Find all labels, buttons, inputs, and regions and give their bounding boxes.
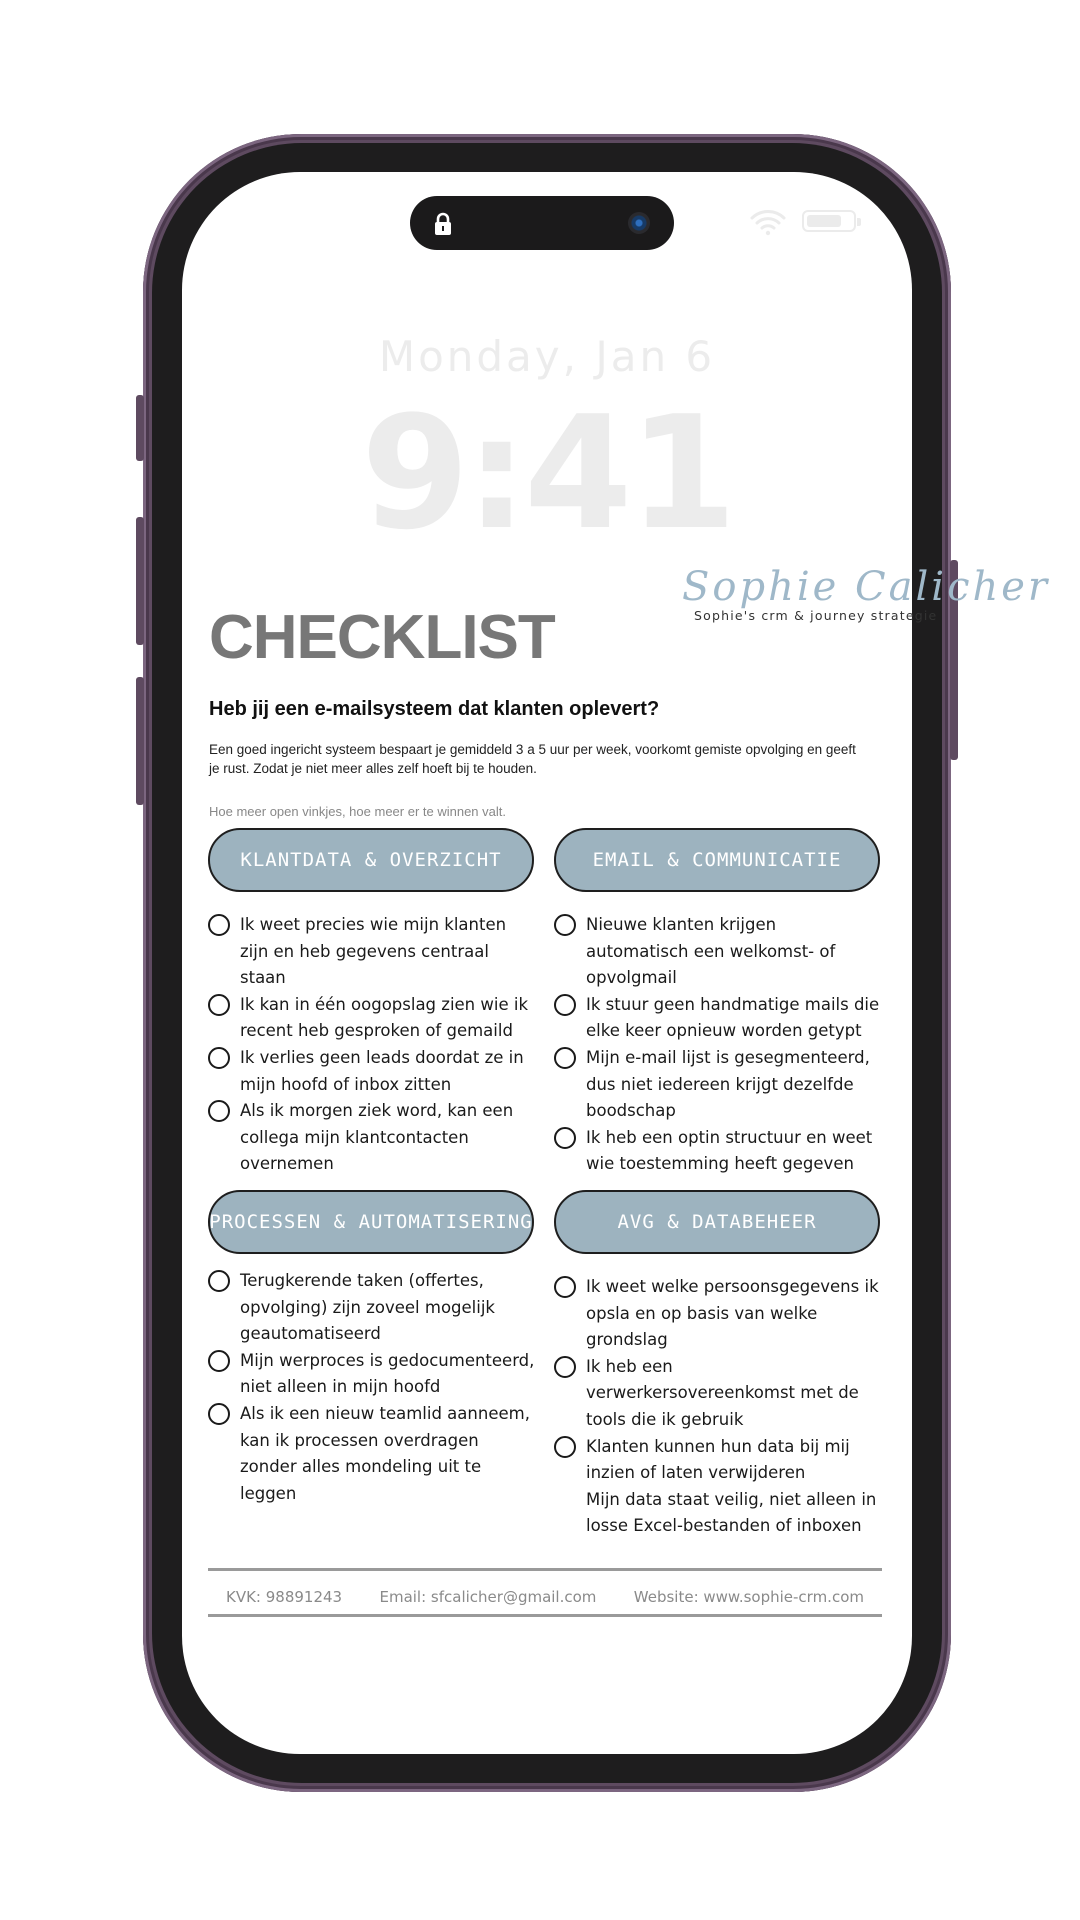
volume-up-button [136, 517, 144, 645]
checklist-item[interactable]: Ik kan in één oogopslag zien wie ik recent heb gesproken of gemaild [208, 992, 536, 1045]
brand-logo [682, 564, 1051, 628]
brand-tagline: Sophie's crm & journey strategie [694, 608, 938, 623]
checklist-item[interactable]: Nieuwe klanten krijgen automatisch een welkomst- of opvolgmail [554, 912, 882, 992]
checkbox-icon[interactable] [208, 914, 230, 936]
checklist-item[interactable]: Ik heb een verwerkersovereenkomst met de tools die ik gebruik [554, 1354, 882, 1434]
silent-switch [136, 395, 144, 461]
checkbox-icon[interactable] [554, 1436, 576, 1458]
checkbox-icon[interactable] [208, 1350, 230, 1372]
section-email [554, 828, 882, 1178]
checkbox-icon[interactable] [208, 994, 230, 1016]
checklist-item[interactable]: Terugkerende taken (offertes, opvolging) zijn zoveel mogelijk geautomatiseerd [208, 1268, 536, 1348]
footer-kvk: KVK: 98891243 [226, 1588, 343, 1606]
section-klantdata [208, 828, 536, 1178]
checkbox-icon[interactable] [208, 1403, 230, 1425]
checkbox-icon[interactable] [554, 1276, 576, 1298]
footer-website[interactable]: Website: www.sophie-crm.com [633, 1588, 864, 1606]
checklist-item[interactable]: Klanten kunnen hun data bij mij inzien of laten verwijderen [554, 1434, 882, 1487]
checkbox-icon[interactable] [554, 994, 576, 1016]
page-title: CHECKLIST [209, 603, 555, 672]
checklist-avg [554, 1274, 882, 1540]
checklist-item[interactable]: Ik stuur geen handmatige mails die elke keer opnieuw worden getypt [554, 992, 882, 1045]
checklist-item[interactable]: Als ik morgen ziek word, kan een collega mijn klantcontacten overnemen [208, 1098, 536, 1178]
section-header-email: EMAIL & COMMUNICATIE [554, 828, 880, 892]
checklist-item[interactable]: Ik weet precies wie mijn klanten zijn en heb gegevens centraal staan [208, 912, 536, 992]
section-header-klantdata: KLANTDATA & OVERZICHT [208, 828, 534, 892]
section-header-avg: AVG & DATABEHEER [554, 1190, 880, 1254]
footer-email[interactable]: Email: sfcalicher@gmail.com [379, 1588, 597, 1606]
footer-divider-bottom [208, 1614, 882, 1617]
footer-divider-top [208, 1568, 882, 1571]
lockscreen-time: 9:41 [360, 382, 734, 564]
checkbox-icon[interactable] [554, 914, 576, 936]
checklist-processen [208, 1268, 536, 1507]
footer [208, 1588, 882, 1606]
checklist-email [554, 912, 882, 1178]
checklist-extra-text: Mijn data staat veilig, niet alleen in losse Excel-bestanden of inboxen [586, 1489, 877, 1536]
checkbox-icon[interactable] [208, 1270, 230, 1292]
intro-text: Een goed ingericht systeem bespaart je gemiddeld 3 a 5 uur per week, voorkomt gemiste opvolging en geeft je rust. Zodat je niet meer alles zelf hoeft bij te houden. [209, 742, 856, 776]
checklist-item[interactable]: Mijn e-mail lijst is gesegmenteerd, dus niet iedereen krijgt dezelfde boodschap [554, 1045, 882, 1125]
checkbox-icon[interactable] [208, 1100, 230, 1122]
hint-text: Hoe meer open vinkjes, hoe meer er te winnen valt. [209, 804, 506, 819]
battery-icon [802, 210, 856, 232]
wifi-icon [750, 208, 786, 236]
checkbox-icon[interactable] [554, 1356, 576, 1378]
checklist-item[interactable]: Ik verlies geen leads doordat ze in mijn hoofd of inbox zitten [208, 1045, 536, 1098]
section-processen [208, 1190, 536, 1507]
brand-signature: Sophie Calicher [682, 564, 1051, 610]
section-header-processen: PROCESSEN & AUTOMATISERING [208, 1190, 534, 1254]
checklist-item[interactable]: Ik heb een optin structuur en weet wie toestemming heeft gegeven [554, 1125, 882, 1178]
dynamic-island [410, 196, 674, 250]
checklist-item[interactable]: Als ik een nieuw teamlid aanneem, kan ik processen overdragen zonder alles mondeling uit te leggen [208, 1401, 536, 1507]
checklist-item[interactable]: Ik weet welke persoonsgegevens ik opsla en op basis van welke grondslag [554, 1274, 882, 1354]
checkbox-icon[interactable] [554, 1127, 576, 1149]
section-avg [554, 1190, 882, 1540]
checklist-klantdata [208, 912, 536, 1178]
checkbox-icon[interactable] [554, 1047, 576, 1069]
lock-icon [430, 211, 456, 237]
lockscreen-date: Monday, Jan 6 [378, 332, 716, 381]
camera-icon [628, 212, 650, 234]
page-subtitle: Heb jij een e-mailsysteem dat klanten oplevert? [209, 698, 660, 720]
checklist-item[interactable]: Mijn werproces is gedocumenteerd, niet alleen in mijn hoofd [208, 1348, 536, 1401]
phone-screen [182, 172, 1051, 1754]
checkbox-icon[interactable] [208, 1047, 230, 1069]
volume-down-button [136, 677, 144, 805]
